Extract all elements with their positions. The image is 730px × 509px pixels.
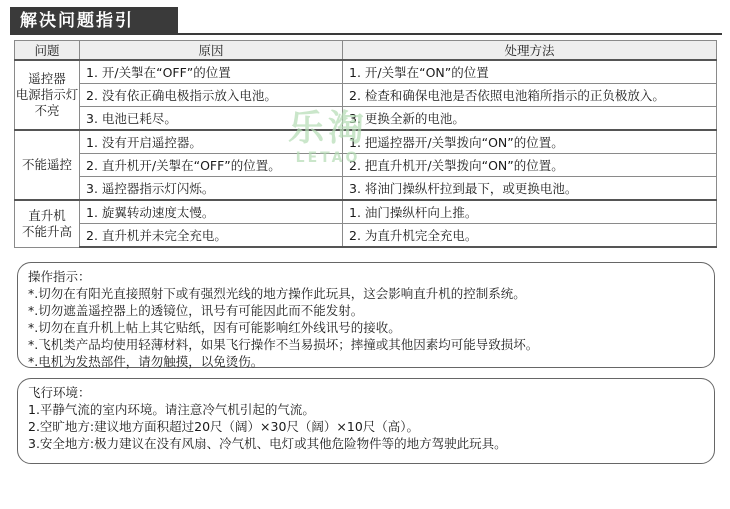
troubleshooting-table [14, 40, 717, 248]
problem-line: 直升机 [28, 207, 66, 223]
problem-line: 电源指示灯 [15, 87, 79, 102]
cause-cell: 1. 没有开启遥控器。 [80, 130, 343, 154]
fix-cell: 1. 油门操纵杆向上推。 [343, 200, 717, 224]
title-rule [178, 33, 722, 35]
problem-line: 不能升高 [21, 223, 72, 239]
watermark-text: 乐淘 [287, 108, 368, 149]
problem-cell [15, 60, 80, 130]
fix-cell: 2. 检查和确保电池是否依照电池箱所指示的正负极放入。 [343, 84, 717, 107]
cause-cell: 1. 开/关掣在“OFF”的位置 [80, 60, 343, 84]
cause-cell: 3. 遥控器指示灯闪烁。 [80, 177, 343, 201]
fix-cell: 3. 更换全新的电池。 [343, 107, 717, 131]
list-item: 2.空旷地方:建议地方面积超过20尺（阔）×30尺（阔）×10尺（高）。 [28, 419, 420, 434]
cause-cell: 1. 旋翼转动速度太慢。 [80, 200, 343, 224]
table-row [15, 60, 717, 84]
problem-line: 不能遥控 [21, 157, 72, 172]
list-item: *.切勿遮盖遥控器上的透镜位，讯号有可能因此而不能发射。 [28, 303, 364, 318]
cause-cell: 2. 直升机并未完全充电。 [80, 224, 343, 248]
table-row [15, 84, 717, 107]
fix-cell: 3. 将油门操纵杆拉到最下，或更换电池。 [343, 177, 717, 201]
problem-cell [15, 130, 80, 200]
cause-cell: 2. 直升机开/关掣在“OFF”的位置。 [80, 154, 343, 177]
flight-environment-box [17, 378, 715, 464]
problem-line: 不亮 [34, 103, 60, 118]
table-row [15, 130, 717, 154]
section-title: 解决问题指引 [10, 7, 178, 35]
cause-cell: 2. 没有依正确电极指示放入电池。 [80, 84, 343, 107]
table-row [15, 107, 717, 131]
header-fix: 处理方法 [343, 41, 717, 61]
fix-cell: 2. 为直升机完全充电。 [343, 224, 717, 248]
watermark-subtext: LETAO [295, 150, 361, 166]
problem-cell [15, 200, 80, 247]
fix-cell: 1. 开/关掣在“ON”的位置 [343, 60, 717, 84]
table-header-row [15, 41, 717, 61]
list-item: *.飞机类产品均使用轻薄材料，如果飞行操作不当易损坏；摔撞或其他因素均可能导致损坏。 [28, 337, 539, 352]
list-item: 1.平静气流的室内环境。请注意冷气机引起的气流。 [28, 402, 315, 417]
operation-guide-box [17, 262, 715, 368]
table-row [15, 177, 717, 201]
list-item: 3.安全地方:极力建议在没有风扇、冷气机、电灯或其他危险物件等的地方驾驶此玩具。 [28, 436, 507, 451]
table-row [15, 154, 717, 177]
operation-guide-title: 操作指示： [28, 269, 91, 284]
problem-line: 遥控器 [28, 71, 66, 86]
list-item: *.切勿在有阳光直接照射下或有强烈光线的地方操作此玩具，这会影响直升机的控制系统。 [28, 286, 526, 301]
header-cause: 原因 [80, 41, 343, 61]
list-item: *.电机为发热部件，请勿触摸，以免烫伤。 [28, 354, 264, 369]
fix-cell: 2. 把直升机开/关掣拨向“ON”的位置。 [343, 154, 717, 177]
table-row [15, 224, 717, 248]
list-item: *.切勿在直升机上帖上其它贴纸，因有可能影响红外线讯号的接收。 [28, 320, 401, 335]
flight-environment-title: 飞行环境： [28, 385, 91, 400]
fix-cell: 1. 把遥控器开/关掣拨向“ON”的位置。 [343, 130, 717, 154]
table-row [15, 200, 717, 224]
header-problem: 问题 [15, 41, 80, 61]
cause-cell: 3. 电池已耗尽。 [80, 107, 343, 131]
